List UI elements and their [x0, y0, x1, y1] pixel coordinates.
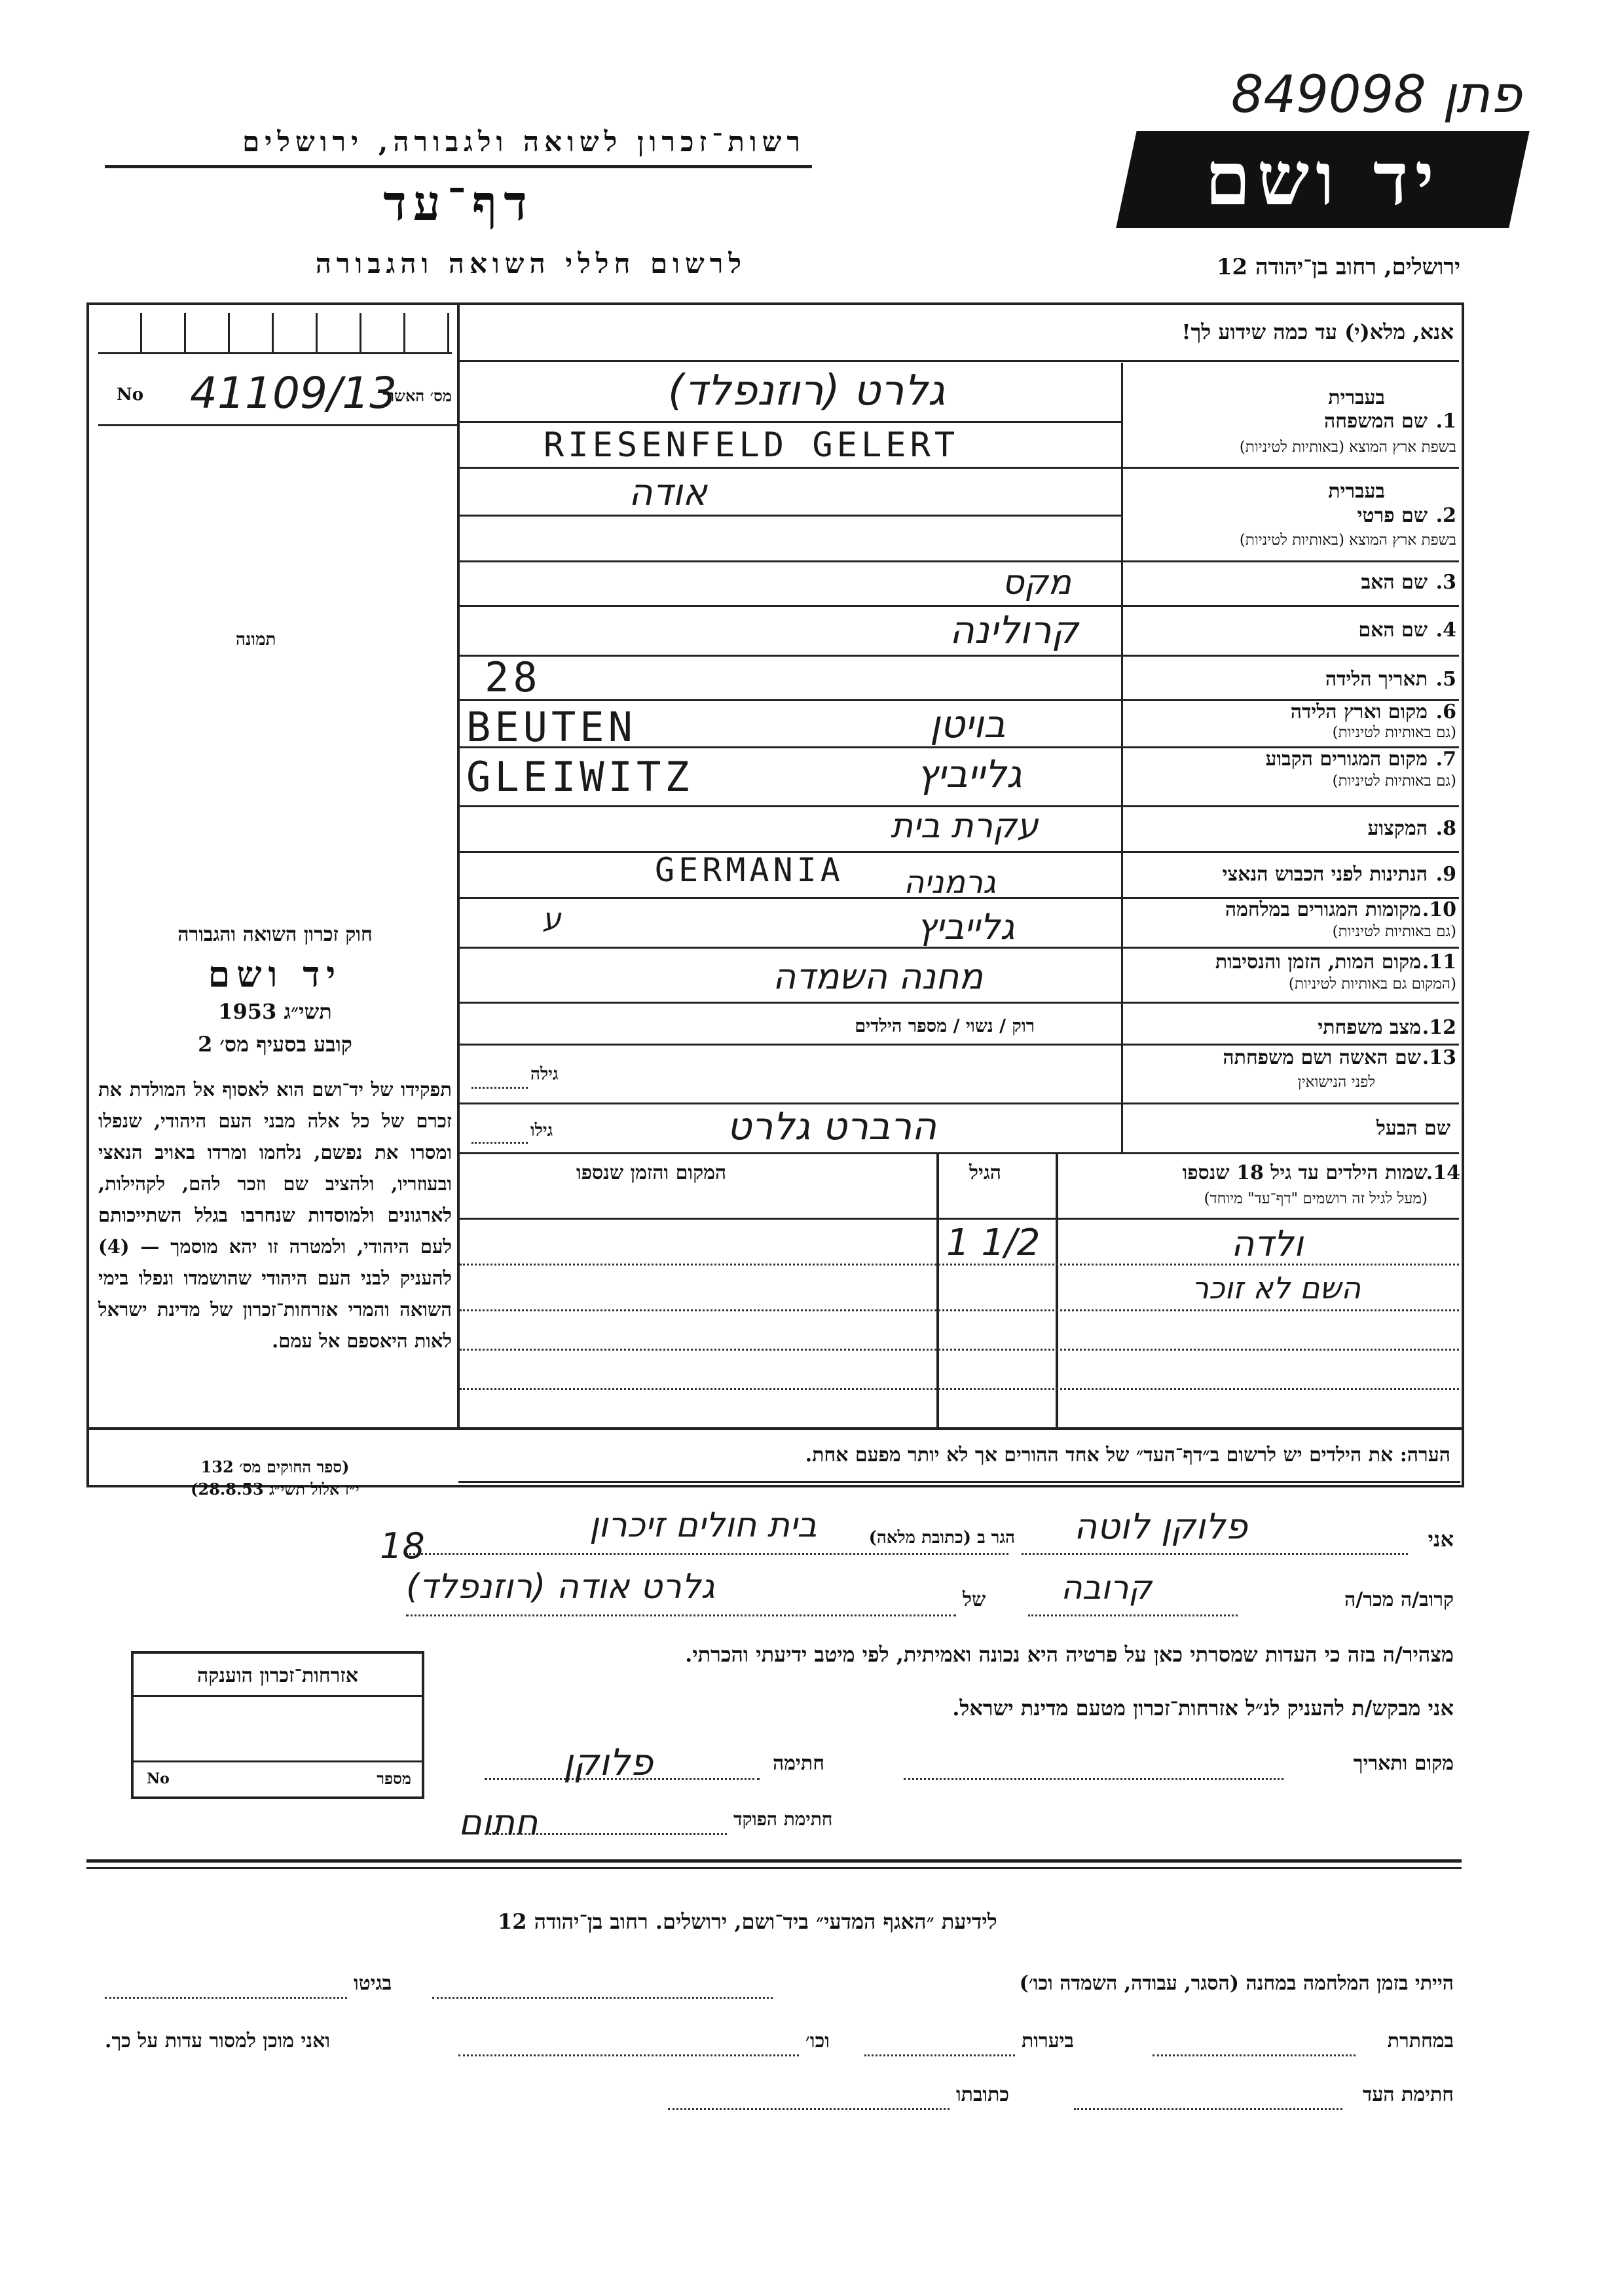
- row-line: [460, 560, 1459, 562]
- row-line: [460, 605, 1459, 607]
- signature-label: חתימה: [773, 1752, 824, 1775]
- field-2-hebrew-hint: בעברית: [1328, 480, 1385, 503]
- field-1-value-latin: RIESENFELD GELERT: [544, 426, 959, 465]
- field-1-label: שם המשפחה: [1323, 410, 1428, 433]
- field-1-number: 1.: [1435, 410, 1456, 433]
- field-13-age-label: גילה: [530, 1065, 559, 1084]
- children-col-divider-1: [936, 1152, 939, 1427]
- field-9-value-latin: GERMANIA: [655, 851, 844, 889]
- field-8-number: 8.: [1435, 817, 1456, 840]
- field-9-label: הנתינות לפני הכבוש הנאצי: [1222, 863, 1428, 886]
- law-body: תפקידו של יד־ושם הוא לאסוף אל המולדת את זכרם של כל אלה מבני העם היהודי, שנפלו ומסרו את נפשם, נלחמו ומרדו באויב הנאצי ובעוזריו, ולהציב שם וזכר להם, לקהילות, לארגונים ולמוסדות שנחרבו בגלל השתייכותם לעם היהודי, ולמטרה זו יהא מוסמך — (4) להעניק לבני העם היהודי שהושמדו ונפלו בימי השואה והמרי אזרחות־זכרון של מדינת ישראל לאות היאספם אל עמם.: [98, 1078, 452, 1352]
- children-label: שמות הילדים עד גיל 18 שנספו: [1182, 1161, 1428, 1184]
- field-11-sub: (המקום גם באותיות לטיניות): [1288, 975, 1456, 993]
- field-11-value-hebrew: מחנה השמדה: [773, 956, 983, 997]
- field-2-value-hebrew: אודה: [629, 471, 707, 514]
- citizenship-no-label: No: [147, 1770, 170, 1787]
- field-2-number: 2.: [1435, 504, 1456, 527]
- approval-no-label: No: [117, 385, 144, 405]
- yad-vashem-logo: [1116, 131, 1529, 228]
- row-line: [460, 1102, 1459, 1104]
- citizenship-title: אזרחות־זכרון הוענקה: [134, 1654, 422, 1697]
- relation-line: [1028, 1614, 1238, 1616]
- approval-number: 41109/13: [190, 368, 397, 418]
- footer-divider-2: [86, 1867, 1462, 1869]
- approval-label: מס׳ האשור: [382, 386, 452, 405]
- declaration-ani: אני: [1428, 1527, 1454, 1552]
- field-4-value-hebrew: קרולינה: [950, 608, 1079, 652]
- law-source: (ספר החוקים מס׳ 132: [200, 1457, 350, 1476]
- note-bottom: [458, 1481, 1460, 1483]
- law-title: חוק זכרון השואה והגבורה: [177, 923, 373, 946]
- field-1-sub: בשפת ארץ המוצא (באותיות לטיניות): [1239, 439, 1456, 456]
- field-7-value-hebrew: גלייביץ: [917, 752, 1022, 796]
- field-10-value-hebrew: גלייביץ: [917, 906, 1015, 947]
- approval-ticks: [98, 313, 452, 354]
- relative-of: גלרט אודה (רוזנפלד): [406, 1567, 715, 1607]
- footer-line2-c: וכו׳: [805, 2030, 830, 2052]
- field-2-sub: בשפת ארץ המוצא (באותיות לטיניות): [1239, 532, 1456, 549]
- field-13-label: שם האשה ושם משפחתה: [1223, 1046, 1421, 1069]
- field-12-options: רוק / נשוי / מספר הילדים: [855, 1016, 1035, 1036]
- left-column-divider: [457, 302, 460, 1427]
- citizenship-number-row: [134, 1760, 422, 1796]
- row-line: [460, 655, 1459, 657]
- form-subtitle: לרשום חללי השואה והגבורה: [315, 247, 747, 280]
- field-3-label: שם האב: [1361, 571, 1428, 594]
- footer-line1-a: הייתי בזמן המלחמה במחנה (הסגר, עבודה, השמדה וכו׳): [1019, 1972, 1454, 1995]
- address-line: [406, 1553, 1008, 1555]
- signature-value: פלוקן: [563, 1741, 654, 1784]
- footer-line3-b: כתובתו: [956, 2083, 1010, 2106]
- children-row-line: [460, 1349, 1459, 1351]
- row-line: [460, 1152, 1459, 1154]
- husband-age-line: [471, 1142, 528, 1144]
- children-col-divider-2: [1056, 1152, 1058, 1427]
- field-1-value-hebrew: גלרט (רוזנפלד): [668, 367, 946, 415]
- children-bottom: [86, 1427, 1462, 1430]
- footer-line1-end: [105, 1997, 347, 1999]
- note: הערה: את הילדים יש לרשום ב״דף־העד״ של אחד ההורים אך לא יותר מפעם אחת.: [805, 1444, 1450, 1467]
- field-7-label: מקום המגורים הקבוע: [1265, 748, 1428, 771]
- field-9-value-hebrew: גרמניה: [904, 864, 996, 901]
- field-10-label: מקומות המגורים במלחמה: [1225, 898, 1421, 921]
- approval-box: [98, 367, 452, 419]
- field-11-label: מקום המות, הזמן והנסיבות: [1215, 951, 1421, 974]
- footer-line2-dots-b: [864, 2054, 1015, 2056]
- footer-line3-dots-a: [1074, 2108, 1342, 2110]
- field-5-number: 5.: [1435, 668, 1456, 691]
- child-1-age: 1 1/2: [946, 1222, 1041, 1264]
- archive-prefix: פתן: [1442, 65, 1522, 124]
- field-10-sub: (גם באותיות לטיניות): [1332, 923, 1456, 940]
- of-label: של: [963, 1588, 986, 1611]
- field-7-sub: (גם באותיות לטיניות): [1332, 773, 1456, 790]
- field-7-value-latin: GLEIWITZ: [466, 753, 693, 801]
- footer-line1-dots: [432, 1997, 773, 1999]
- child-1-name: ולדה: [1231, 1223, 1304, 1264]
- field-1-hebrew-hint: בעברית: [1328, 386, 1385, 409]
- footer-line2-dots-a: [1153, 2054, 1356, 2056]
- children-row-line: [460, 1218, 1459, 1220]
- footer-line3-a: חתימת העד: [1362, 2083, 1454, 2106]
- footer-title: לידיעת ״האגף המדעי״ ביד־ושם, ירושלים. רחוב בן־יהודה 12: [498, 1909, 997, 1934]
- row-line: [460, 467, 1459, 469]
- photo-label: תמונה: [236, 630, 276, 649]
- husband-value-hebrew: הרברט גלרט: [727, 1104, 937, 1148]
- authority-line: רשות־זכרון לשואה ולגבורה, ירושלים: [242, 126, 805, 158]
- row-line: [460, 851, 1459, 853]
- signer-line: [1022, 1553, 1408, 1555]
- address-number: 18: [380, 1525, 425, 1567]
- intro-text: אנא, מלא(י) עד כמה שידוע לך!: [1181, 319, 1454, 344]
- relation-value: קרובה: [1061, 1569, 1152, 1607]
- field-13-sub: לפני הנישואין: [1297, 1074, 1375, 1091]
- field-10-number: 10.: [1422, 898, 1456, 921]
- citizenship-box: [131, 1651, 424, 1799]
- field-4-label: שם האם: [1358, 619, 1428, 642]
- place-date-label: מקום ותאריך: [1353, 1752, 1454, 1775]
- logo-text: יד ושם: [1204, 136, 1441, 222]
- label-column-divider: [1121, 363, 1123, 1152]
- footer-line1-b: בגיטו: [354, 1972, 392, 1995]
- children-col-age: הגיל: [969, 1161, 1002, 1184]
- footer-line2-d: ואני מוכן למסור עדות על כך.: [105, 2030, 331, 2052]
- field-3-value-hebrew: מקס: [1002, 563, 1071, 602]
- field-5-value: 28: [485, 653, 542, 701]
- law-source-date: י״ז אלול תשי״ג 28.8.53): [191, 1480, 360, 1499]
- children-col-place: המקום והזמן שנספו: [576, 1161, 727, 1184]
- official-label: חתימת הפוקד: [733, 1808, 833, 1830]
- footer-line2-dots-c: [458, 2054, 799, 2056]
- law-clause: קובע בסעיף מס׳ 2: [198, 1032, 352, 1057]
- field-6-number: 6.: [1435, 701, 1456, 723]
- field-8-value-hebrew: עקרת בית: [891, 807, 1039, 846]
- footer-line2-a: במחתרת: [1387, 2030, 1454, 2052]
- field-3-number: 3.: [1435, 571, 1456, 594]
- field-10-value-extra: ע: [542, 901, 561, 936]
- archive-number: 849098 פתן: [1231, 65, 1522, 124]
- row-line: [460, 1044, 1459, 1046]
- relative-label: קרוב/ה מכר/ה: [1344, 1588, 1454, 1611]
- row-line: [460, 1002, 1459, 1004]
- relative-of-line: [406, 1614, 956, 1616]
- row-line: [460, 515, 1122, 517]
- footer-line3-dots-b: [668, 2108, 950, 2110]
- field-11-number: 11.: [1422, 951, 1456, 974]
- approval-underline: [98, 424, 457, 426]
- field-6-label: מקום וארץ הלידה: [1290, 701, 1428, 723]
- field-7-number: 7.: [1435, 748, 1456, 771]
- form-title: דף־עד: [383, 175, 534, 232]
- field-9-number: 9.: [1435, 863, 1456, 886]
- declaration-statement: מצהיר/ה בזה כי העדות שמסרתי כאן על פרטיה היא נכונה ואמיתית, לפי מיטב ידיעתי והכרתי.: [685, 1642, 1454, 1667]
- row-line: [460, 421, 1122, 423]
- place-date-line: [904, 1778, 1283, 1780]
- address-label: הגר ב (כתובת מלאה): [868, 1528, 1015, 1548]
- field-4-number: 4.: [1435, 619, 1456, 642]
- footer-line2-b: ביערות: [1022, 2030, 1075, 2052]
- citizenship-number-label: מספר: [377, 1769, 411, 1788]
- field-6-value-latin: BEUTEN: [466, 703, 637, 751]
- child-2-name: השם לא זוכר: [1192, 1270, 1361, 1305]
- intro-underline: [460, 360, 1459, 362]
- field-6-value-hebrew: בויטן: [930, 702, 1006, 746]
- field-2-label: שם פרטי: [1357, 504, 1428, 527]
- children-row-line: [460, 1309, 1459, 1311]
- law-year: תשי״ג 1953: [218, 999, 332, 1024]
- children-row-line: [460, 1388, 1459, 1390]
- address-value: בית חולים זיכרון: [589, 1506, 817, 1545]
- field-12-label: מצב משפחתי: [1318, 1016, 1421, 1039]
- footer-divider-1: [86, 1859, 1462, 1863]
- signer-name: פלוקן לוטה: [1074, 1506, 1248, 1547]
- children-sub: (מעל לגיל זה רושמים "דף־עד" מיוחד): [1204, 1190, 1428, 1207]
- field-6-sub: (גם באותיות לטיניות): [1332, 724, 1456, 741]
- field-8-label: המקצוע: [1367, 817, 1428, 840]
- field-13-number: 13.: [1422, 1046, 1456, 1069]
- wife-age-line: [471, 1087, 528, 1089]
- address: ירושלים, רחוב בן־יהודה 12: [1216, 254, 1460, 280]
- husband-label: שם הבעל: [1376, 1117, 1450, 1140]
- field-12-number: 12.: [1422, 1016, 1456, 1039]
- children-number: 14.: [1426, 1161, 1460, 1184]
- authority-underline: [105, 165, 812, 168]
- field-5-label: תאריך הלידה: [1325, 668, 1428, 691]
- law-name: יד ושם: [208, 953, 342, 995]
- official-signature: חתום: [458, 1802, 538, 1843]
- husband-age-label: גילו: [530, 1121, 553, 1140]
- declaration-request: אני מבקש/ת להעניק לנ״ל אזרחות־זכרון מטעם מדינת ישראל.: [952, 1696, 1454, 1721]
